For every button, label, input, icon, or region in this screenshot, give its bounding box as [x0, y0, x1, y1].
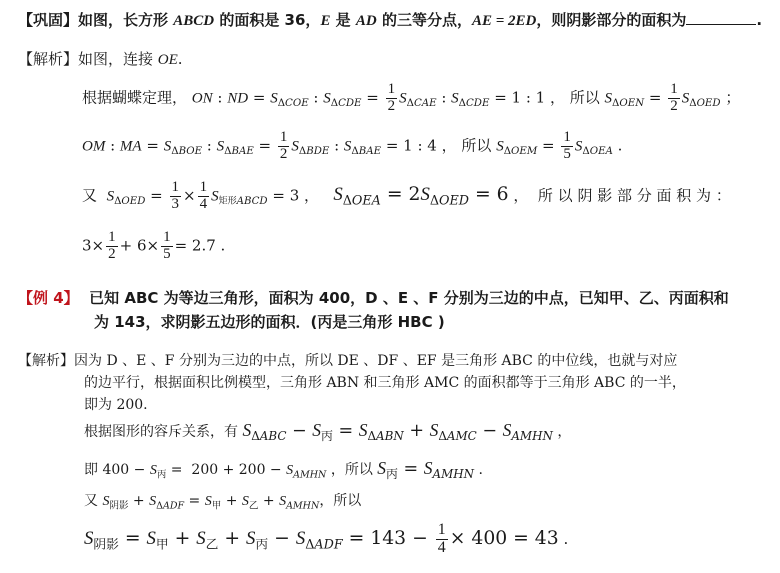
solution-1-intro: 【解析】如图，连接 OE. [18, 50, 183, 68]
solution-2-final-line: $S_{阴影} = S_甲 + S_乙 + S_丙 - S_{\Delta ADF} = 143$ − $\frac{1}{4}$ × 400 = 43 . [84, 521, 569, 556]
solution-2-tag: 【解析】 [18, 353, 74, 369]
example-4-line-1: 【例 4】 已知 ABC 为等边三角形，面积为 400，D 、E 、F 分别为三边的中点，已知甲、乙、丙面积和 [18, 289, 729, 307]
solution-1-tag: 【解析】 [18, 50, 79, 68]
solution-1-om-line: OM : MA = $S_{\Delta BOE}$ : $S_{\Delta BAE}$ = $\frac{1}{2}$ $S_{\Delta BDE}$ : $S_{\Delta BAE} = 1$ : 4 ， 所以 $S_{\Delta OEM}$ = $\frac{1}{5}$ $S_{\Delta OEA}$ . [82, 129, 623, 162]
solution-2-p1: 【解析】因为 D 、E 、F 分别为三边的中点，所以 DE 、DF 、EF 是三角形 ABC 的中位线，也就与对应 [18, 353, 678, 369]
example-4-line-2: 为 143，求阴影五边形的面积．(丙是三角形 HBC ) [94, 313, 445, 331]
solution-1-butterfly-line: 根据蝴蝶定理， ON : ND = $S_{\Delta COE}$ : $S_{\Delta CDE}$ = $\frac{1}{2}$ $S_{\Delta CAE}$ : $S_{\Delta CDE} = 1$ : 1 ， 所以 $S_{\Delta OEN}$ = $\frac{1}{2}$ $S_{\Delta OED}$ ； [82, 81, 741, 114]
solution-1-area-line: 又 $S_{\Delta OED}$ = $\frac{1}{3}$ × $\frac{1}{4}$ $S_{矩形ABCD} = 3$ ， $S_{\Delta OEA} = 2S_{\Delta OED} = 6$ ， 所 以 阴 影 部 分 面 积 为 ： [82, 179, 731, 212]
problem-1-statement: 【巩固】如图，长方形 ABCD 的面积是 36，E 是 AD 的三等分点，AE = 2ED，则阴影部分的面积为 . [18, 11, 763, 29]
solution-2-p2: 的边平行，根据面积比例模型，三角形 ABN 和三角形 AMC 的面积都等于三角形 ABC 的一半， [84, 375, 686, 391]
solution-2-also-line: 又 $S_{阴影} + S_{\Delta ADF} = S_甲 + S_乙 + S_{AMHN}$，所以 [84, 493, 362, 512]
solution-2-ji-line: 即 $400 - S_丙 = 200 + 200 - S_{AMHN}$ ，所以 $S_丙 = S_{AMHN}$ . [84, 458, 483, 482]
solution-1-result-line: 3× $\frac{1}{2}$ + 6× $\frac{1}{5}$ = 2.7 . [82, 229, 226, 262]
answer-blank [686, 9, 756, 25]
example-4-tag: 【例 4】 [18, 289, 79, 307]
problem-1-tag: 【巩固】 [18, 11, 79, 29]
solution-2-p3: 即为 200. [84, 397, 148, 413]
solution-2-inclusion-line: 根据图形的容斥关系，有 $S_{\Delta ABC} - S_丙 = S_{\Delta ABN} + S_{\Delta AMC} - S_{AMHN}$ ， [84, 420, 572, 444]
